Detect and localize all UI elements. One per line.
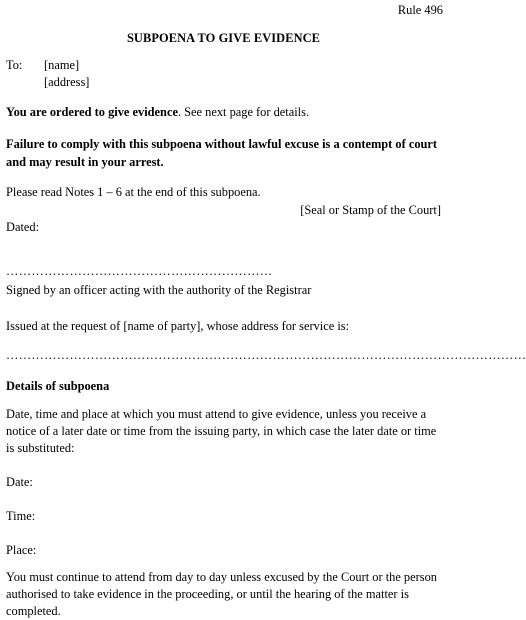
continuing-attendance-note: You must continue to attend from day to day unless excused by the Court or the person authorised to take evidence in the proceeding, or until the hearing of the matter is completed. [6, 570, 437, 619]
rule-number: Rule 496 [397, 3, 443, 17]
addressee-label: To: [6, 58, 23, 72]
notes-instruction: Please read Notes 1 – 6 at the end of this subpoena. [6, 185, 261, 199]
contempt-warning: Failure to comply with this subpoena without lawful excuse is a contempt of court and may result in your arrest. [6, 137, 438, 169]
details-heading: Details of subpoena [6, 379, 110, 393]
issued-by-statement: Issued at the request of [name of party], whose address for service is: [6, 319, 350, 333]
order-statement-rest: . See next page for details. [177, 105, 310, 119]
addressee-address: [address] [44, 75, 90, 89]
order-statement [6, 104, 309, 121]
date-label: Date: [6, 475, 33, 489]
address-for-service-line: …………………………………………………………………………………………………………… [6, 348, 526, 362]
order-statement-bold: You are ordered to give evidence [6, 105, 178, 119]
document-title: SUBPOENA TO GIVE EVIDENCE [126, 31, 321, 45]
time-label: Time: [6, 509, 36, 523]
dated-label: Dated: [6, 220, 40, 234]
court-seal-placeholder: [Seal or Stamp of the Court] [300, 203, 441, 217]
place-label: Place: [6, 543, 37, 557]
attendance-instructions: Date, time and place at which you must attend to give evidence, unless you receive a notice of a later date or time from the issuing party, in which case the later date or time is substituted: [6, 407, 437, 456]
signature-line: ……………………………………………………… [6, 264, 273, 278]
signature-caption: Signed by an officer acting with the authority of the Registrar [6, 283, 312, 297]
addressee-name: [name] [44, 58, 80, 72]
